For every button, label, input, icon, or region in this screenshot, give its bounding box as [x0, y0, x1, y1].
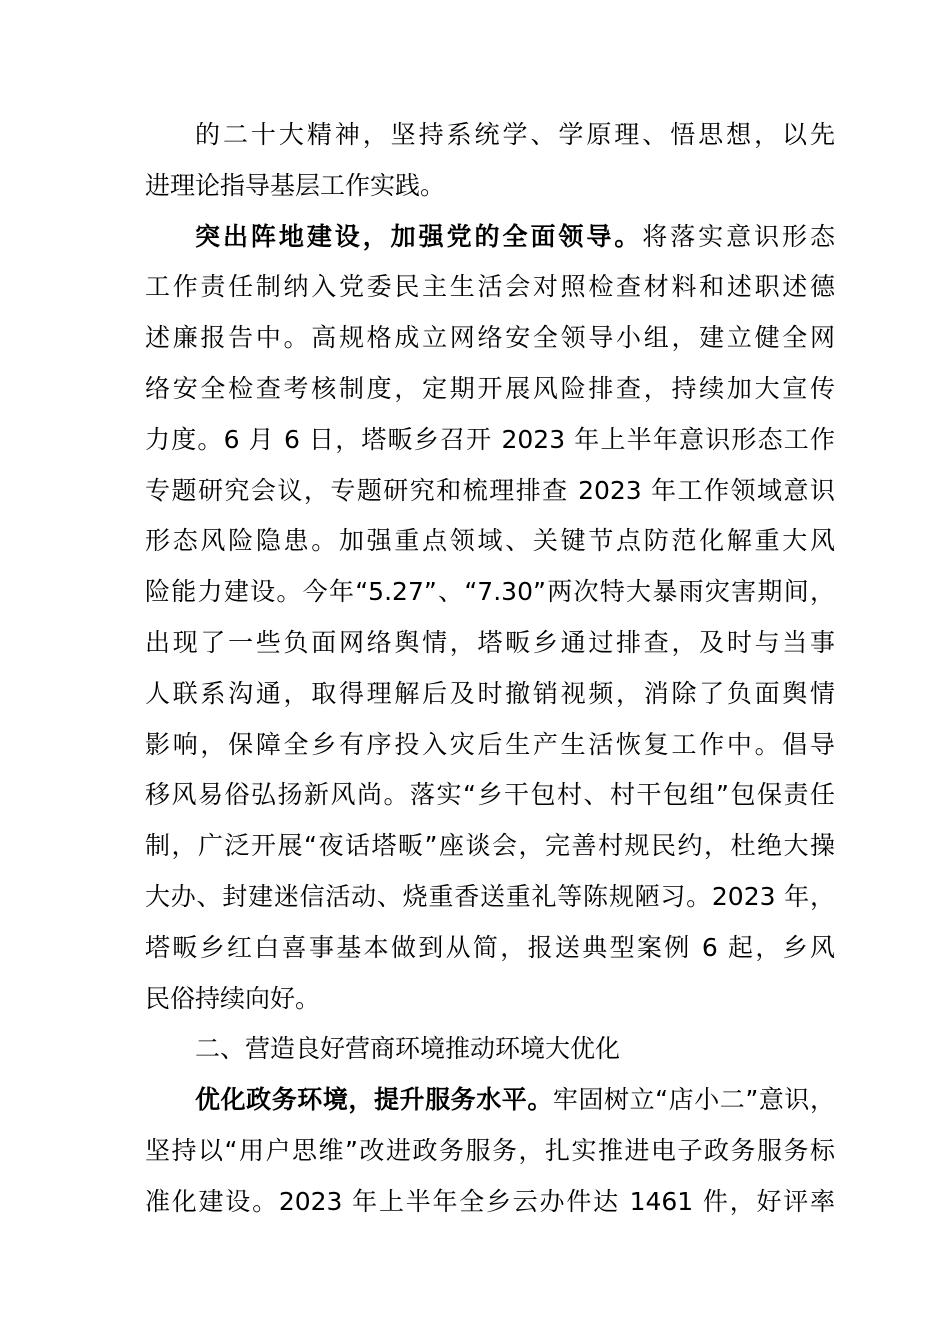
section-heading	[145, 1024, 835, 1075]
text-line: 出现了一些负面网络舆情，塔畈乡通过排查，及时与当事	[145, 627, 835, 657]
text-line: 大办、封建迷信活动、烧重香送重礼等陈规陋习。2023 年，	[145, 881, 835, 911]
paragraph-position-building	[145, 212, 835, 1025]
text-run: 牢固树立“店小二”意识，	[552, 1085, 835, 1115]
text-line: 专题研究会议，专题研究和梳理排查 2023 年工作领域意识	[145, 475, 835, 505]
text-line	[145, 1075, 835, 1126]
paragraph-government-environment	[145, 1075, 835, 1227]
text-line: 进理论指导基层工作实践。	[145, 170, 446, 200]
text-line: 塔畈乡红白喜事基本做到从简，报送典型案例 6 起，乡风	[145, 932, 835, 962]
text-line: 移风易俗弘扬新风尚。落实“乡干包村、村干包组”包保责任	[145, 780, 835, 810]
text-line: 坚持以“用户思维”改进政务服务，扎实推进电子政务服务标	[145, 1135, 835, 1165]
section-heading-text: 二、营造良好营商环境推动环境大优化	[195, 1034, 621, 1064]
text-line: 制，广泛开展“夜话塔畈”座谈会，完善村规民约，杜绝大操	[145, 831, 835, 861]
text-line: 的二十大精神，坚持系统学、学原理、悟思想，以先	[195, 120, 835, 149]
text-line: 力度。6 月 6 日，塔畈乡召开 2023 年上半年意识形态工作	[145, 424, 835, 454]
paragraph-lead-bold: 优化政务环境，提升服务水平。	[195, 1085, 553, 1115]
text-line: 形态风险隐患。加强重点领域、关键节点防范化解重大风	[145, 526, 835, 556]
paragraph-lead-bold: 突出阵地建设，加强党的全面领导。	[195, 221, 643, 251]
paragraph-continuation	[145, 110, 835, 212]
text-line: 络安全检查考核制度，定期开展风险排查，持续加大宣传	[145, 373, 835, 403]
text-line: 述廉报告中。高规格成立网络安全领导小组，建立健全网	[145, 323, 835, 353]
text-line: 民俗持续向好。	[145, 983, 321, 1013]
text-line	[145, 212, 835, 263]
text-line: 险能力建设。今年“5.27”、“7.30”两次特大暴雨灾害期间，	[145, 577, 835, 607]
text-line: 人联系沟通，取得理解后及时撤销视频，消除了负面舆情	[145, 678, 835, 708]
text-run: 将落实意识形态	[642, 221, 835, 251]
text-line: 工作责任制纳入党委民主生活会对照检查材料和述职述德	[145, 272, 835, 302]
text-line: 影响，保障全乡有序投入灾后生产生活恢复工作中。倡导	[145, 729, 835, 759]
text-line: 准化建设。2023 年上半年全乡云办件达 1461 件，好评率	[145, 1186, 835, 1216]
document-body	[145, 110, 835, 1228]
